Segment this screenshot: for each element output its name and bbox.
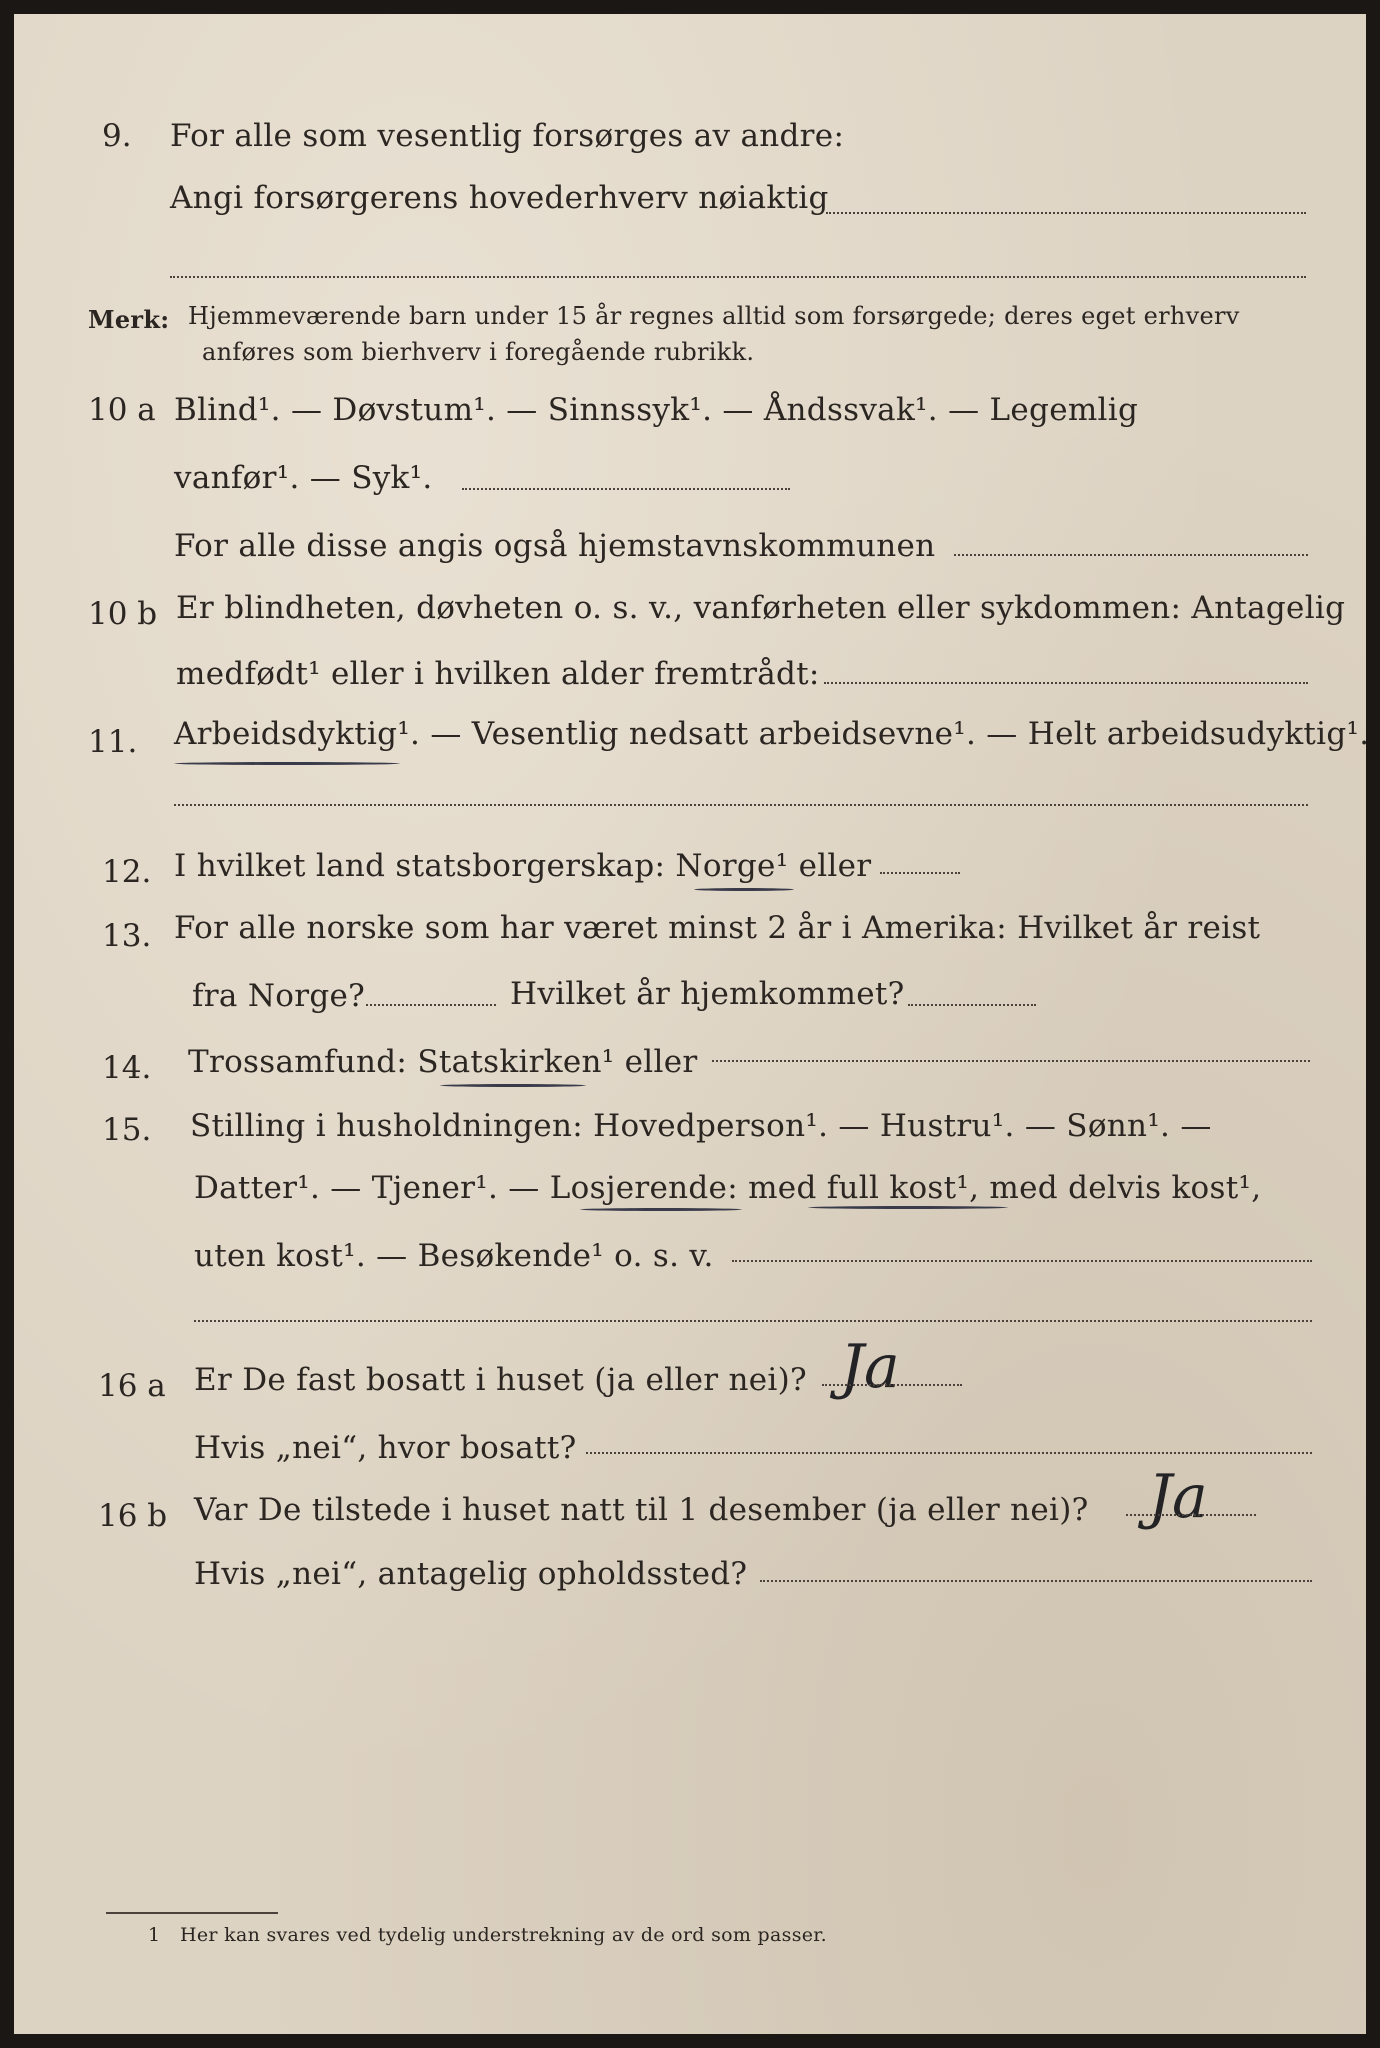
q12-option-norge: Norge¹ (675, 848, 789, 884)
q14-line (188, 1042, 698, 1082)
q15-answer-line (732, 1260, 1312, 1262)
q14-number: 14. (102, 1050, 152, 1086)
q16a-line1: Er De fast bosatt i huset (ja eller nei)? (194, 1362, 807, 1398)
q13-number: 13. (102, 918, 152, 954)
footnote-mark: 1 (148, 1924, 161, 1946)
q16a-number: 16 a (98, 1368, 166, 1404)
q12-answer-line (880, 872, 960, 874)
q9-answer-line-2 (170, 276, 1306, 278)
footnote-text: Her kan svares ved tydelig understrekning av de ord som passer. (180, 1924, 827, 1946)
q13-year-returned-line (908, 1004, 1036, 1006)
q16a-handwritten-answer: Ja (840, 1332, 900, 1402)
q10b-number: 10 b (88, 596, 158, 632)
q11-number: 11. (88, 724, 138, 760)
q12-underline-mark (694, 888, 794, 891)
q12-pre: I hvilket land statsborgerskap: (174, 848, 676, 884)
merk-line2: anføres som bierhverv i foregående rubrikk. (202, 338, 755, 366)
footnote-rule (106, 1912, 278, 1914)
q16b-where-line (760, 1580, 1312, 1582)
q15-colon: : (727, 1170, 749, 1206)
q16b-answer-line (1126, 1514, 1256, 1516)
q14-option-statskirken: Statskirken¹ (417, 1044, 615, 1080)
q11-rest: — Vesentlig nedsatt arbeidsevne¹. — Helt arbeidsudyktig¹. (420, 716, 1370, 752)
q9-answer-line (826, 212, 1306, 214)
census-form-page (14, 14, 1370, 2034)
q12-post: eller (788, 848, 872, 884)
q16b-line1: Var De tilstede i huset natt til 1 desember (ja eller nei)? (194, 1492, 1089, 1528)
q15-option-losjerende: Losjerende (549, 1170, 728, 1206)
q13-line2a: fra Norge? (192, 978, 366, 1014)
merk-line1: Hjemmeværende barn under 15 år regnes alltid som forsørgede; deres eget erhverv (188, 302, 1240, 330)
q11-line (174, 714, 1369, 754)
q15-line2a: Datter¹. — Tjener¹. — (194, 1170, 550, 1206)
q15-option-full-kost: med full kost¹ (748, 1170, 970, 1206)
q10b-line1: Er blindheten, døvheten o. s. v., vanførheten eller sykdommen: Antagelig (176, 590, 1346, 626)
q15-line3: uten kost¹. — Besøkende¹ o. s. v. (194, 1238, 714, 1274)
merk-label: Merk: (88, 305, 170, 334)
q14-answer-line (712, 1060, 1310, 1062)
q10a-line1: Blind¹. — Døvstum¹. — Sinnssyk¹. — Åndssvak¹. — Legemlig (174, 392, 1139, 428)
q15-line2 (194, 1168, 1261, 1208)
q13-line1: For alle norske som har været minst 2 år i Amerika: Hvilket år reist (174, 910, 1261, 946)
q9-line2: Angi forsørgerens hovederhverv nøiaktig (170, 180, 829, 216)
q16a-line2: Hvis „nei“, hvor bosatt? (194, 1430, 577, 1466)
q15-answer-line-2 (194, 1320, 1312, 1322)
q9-line1: For alle som vesentlig forsørges av andre: (170, 118, 845, 154)
q14-underline-mark (440, 1084, 586, 1087)
q10a-number: 10 a (88, 392, 156, 428)
q15-line1: Stilling i husholdningen: Hovedperson¹. — Hustru¹. — Sønn¹. — (190, 1108, 1212, 1144)
q10a-answer-line (462, 488, 790, 490)
q15-number: 15. (102, 1112, 152, 1148)
q10a-line3: For alle disse angis også hjemstavnskommunen (174, 528, 936, 564)
q13-year-left-line (366, 1004, 496, 1006)
q16b-line2: Hvis „nei“, antagelig opholdssted? (194, 1556, 748, 1592)
q10a-line2: vanfør¹. — Syk¹. (174, 460, 433, 496)
q11-option-arbeidsdyktig: Arbeidsdyktig¹. (174, 716, 421, 752)
q10b-answer-line (824, 682, 1308, 684)
q10b-line2: medfødt¹ eller i hvilken alder fremtrådt: (176, 656, 820, 692)
q14-post: eller (614, 1044, 698, 1080)
q12-line (174, 846, 871, 886)
q16b-number: 16 b (98, 1498, 168, 1534)
q15-line2e: , med delvis kost¹, (969, 1170, 1262, 1206)
q16b-handwritten-answer: Ja (1148, 1462, 1208, 1532)
q11-answer-line (174, 804, 1308, 806)
q14-pre: Trossamfund: (188, 1044, 418, 1080)
q16a-where-line (586, 1452, 1312, 1454)
q15-full-kost-underline (808, 1206, 1008, 1209)
q13-line2b: Hvilket år hjemkommet? (510, 976, 905, 1012)
q15-losjerende-underline (580, 1208, 742, 1211)
q9-number: 9. (102, 118, 132, 154)
q16a-answer-line (822, 1384, 962, 1386)
q11-underline-mark (174, 762, 400, 765)
q12-number: 12. (102, 854, 152, 890)
q10a-hometown-line (954, 554, 1308, 556)
